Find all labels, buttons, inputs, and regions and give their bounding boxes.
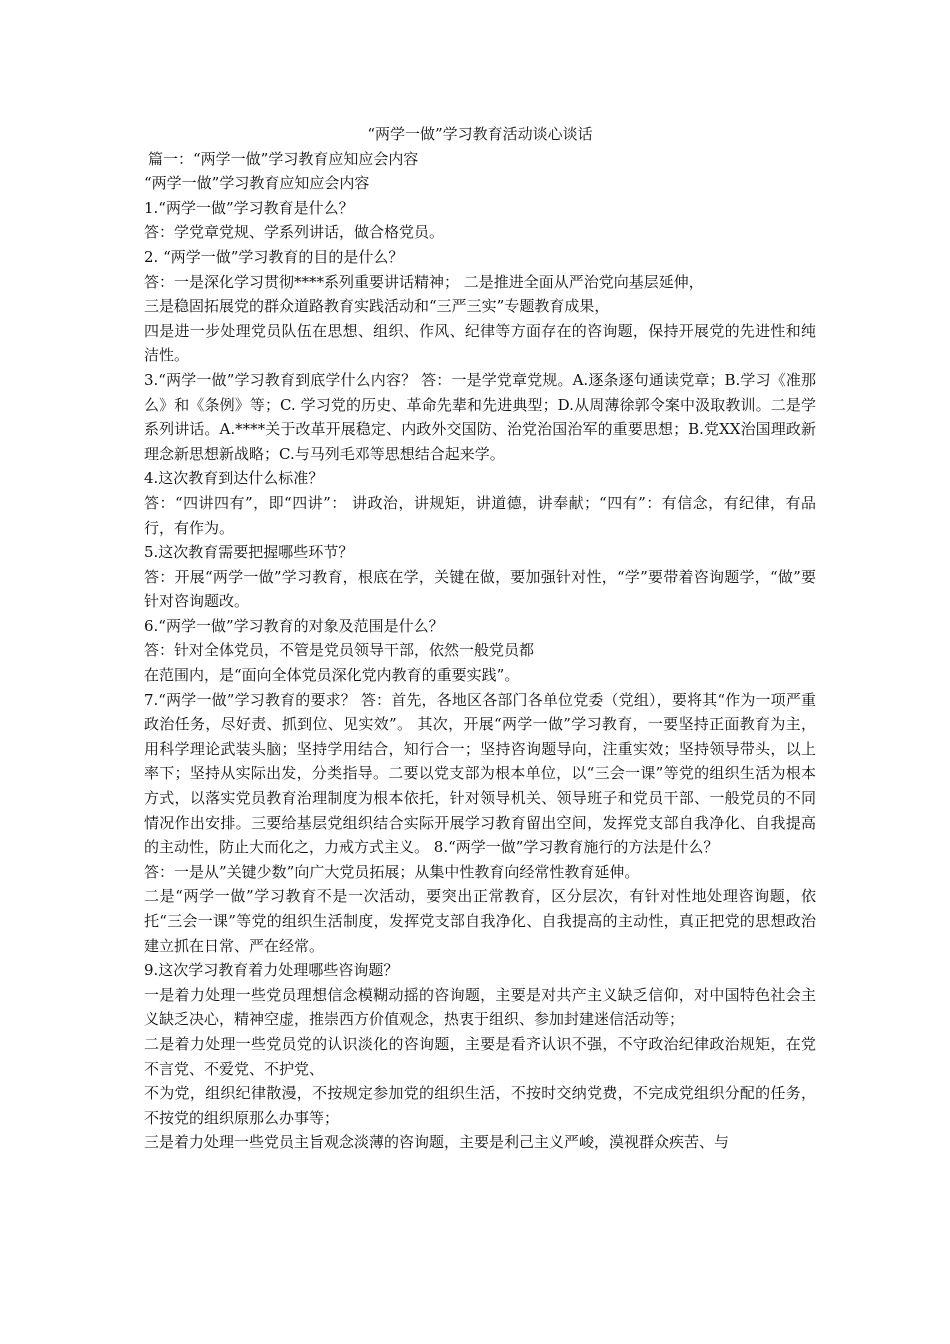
answer: 答：一是深化学习贯彻****系列重要讲话精神； 二是推进全面从严治党向基层延伸，: [144, 272, 704, 291]
answer: 答：开展“两学一做”学习教育，根底在学，关键在做，要加强针对性，“学”要带着咨询题学，“做”要针对咨询题改。: [144, 567, 816, 611]
paragraph: 四是进一步处理党员队伍在思想、组织、作风、纪律等方面存在的咨询题，保持开展党的先进性和纯洁性。: [144, 321, 816, 365]
paragraph: 三是着力处理一些党员主旨观念淡薄的咨询题，主要是利己主义严峻，漠视群众疾苦、与: [144, 1133, 730, 1152]
question: 2. “两学一做”学习教育的目的是什么？: [144, 247, 404, 266]
question: 1.“两学一做”学习教育是什么？: [144, 198, 354, 217]
question: 9.这次学习教育着力处理哪些咨询题？: [144, 961, 399, 980]
paragraph: 三是稳固拓展党的群众道路教育实践活动和“三严三实”专题教育成果，: [144, 297, 610, 316]
paragraph: “两学一做”学习教育应知应会内容: [144, 174, 370, 193]
question: 4.这次教育到达什么标准？: [144, 469, 324, 488]
answer: 答：“四讲四有”，即“四讲”： 讲政治，讲规矩，讲道德，讲奉献；“四有”：有信念，有纪律，有品行，有作为。: [144, 493, 816, 537]
question: 7.“两学一做”学习教育的要求？ 答：首先，各地区各部门各单位党委（党组），要将其“作为一项严重政治任务，尽好责、抓到位、见实效”。 其次，开展“两学一做”学习教育，一要坚持正面教育为主，用科学理论武装头脑；坚持学用结合，知行合一；坚持咨询题导向，注重实效；坚持领导带头，以上率下；坚持从实际出发，分类指导。二要以党支部为根本单位，以“三会一课”等党的组织生活为根本方式，以落实党员教育治理制度为根本依托，针对领导机关、领导班子和党员干部、一般党员的不同情况作出安排。三要给基层党组织结合实际开展学习教育留出空间，发挥党支部自我净化、自我提高的主动性，防止大而化之，力戒方式主义。 8.“两学一做”学习教育施行的方法是什么？: [144, 690, 816, 857]
paragraph: 不为党，组织纪律散漫，不按规定参加党的组织生活，不按时交纳党费，不完成党组织分配的任务，不按党的组织原那么办事等；: [144, 1084, 816, 1127]
document-body: [144, 122, 816, 1155]
document-title: “两学一做”学习教育活动谈心谈话: [367, 125, 593, 143]
paragraph: 在范围内，是“面向全体党员深化党内教育的重要实践”。: [144, 666, 520, 685]
paragraph: 二是“两学一做”学习教育不是一次活动，要突出正常教育，区分层次，有针对性地处理咨询题，依托“三会一课”等党的组织生活制度，发挥党支部自我净化、自我提高的主动性，真正把党的思想政治建立抓在日常、严在经常。: [144, 887, 816, 955]
section-heading: 篇一：“两学一做”学习教育应知应会内容: [148, 149, 419, 168]
question: 3.“两学一做”学习教育到底学什么内容？ 答：一是学党章党规。A.逐条逐句通读党章；B.学习《准那么》和《条例》等；C. 学习党的历史、革命先辈和先进典型；D.从周薄徐郭令案中汲取教训。二是学系列讲话。A.****关于改革开展稳定、内政外交国防、治党治国治军的重要思想；B.党XX治国理政新理念新思想新战略；C.与马列毛邓等思想结合起来学。: [144, 370, 816, 463]
answer: 答：针对全体党员，不管是党员领导干部，依然一般党员都: [144, 641, 535, 660]
answer: 答：一是从”关键少数”向广大党员拓展；从集中性教育向经常性教育延伸。: [144, 862, 640, 881]
paragraph: 二是着力处理一些党员党的认识淡化的咨询题，主要是看齐认识不强，不守政治纪律政治规矩，在党不言党、不爱党、不护党、: [144, 1034, 816, 1078]
question: 5.这次教育需要把握哪些环节？: [144, 543, 354, 562]
question: 6.“两学一做”学习教育的对象及范围是什么？: [144, 616, 444, 635]
answer: 答：学党章党规、学系列讲话，做合格党员。: [144, 223, 445, 242]
paragraph: 一是着力处理一些党员理想信念模糊动摇的咨询题，主要是对共产主义缺乏信仰，对中国特色社会主义缺乏决心，精神空虚，推崇西方价值观念，热衷于组织、参加封建迷信活动等；: [144, 985, 816, 1029]
